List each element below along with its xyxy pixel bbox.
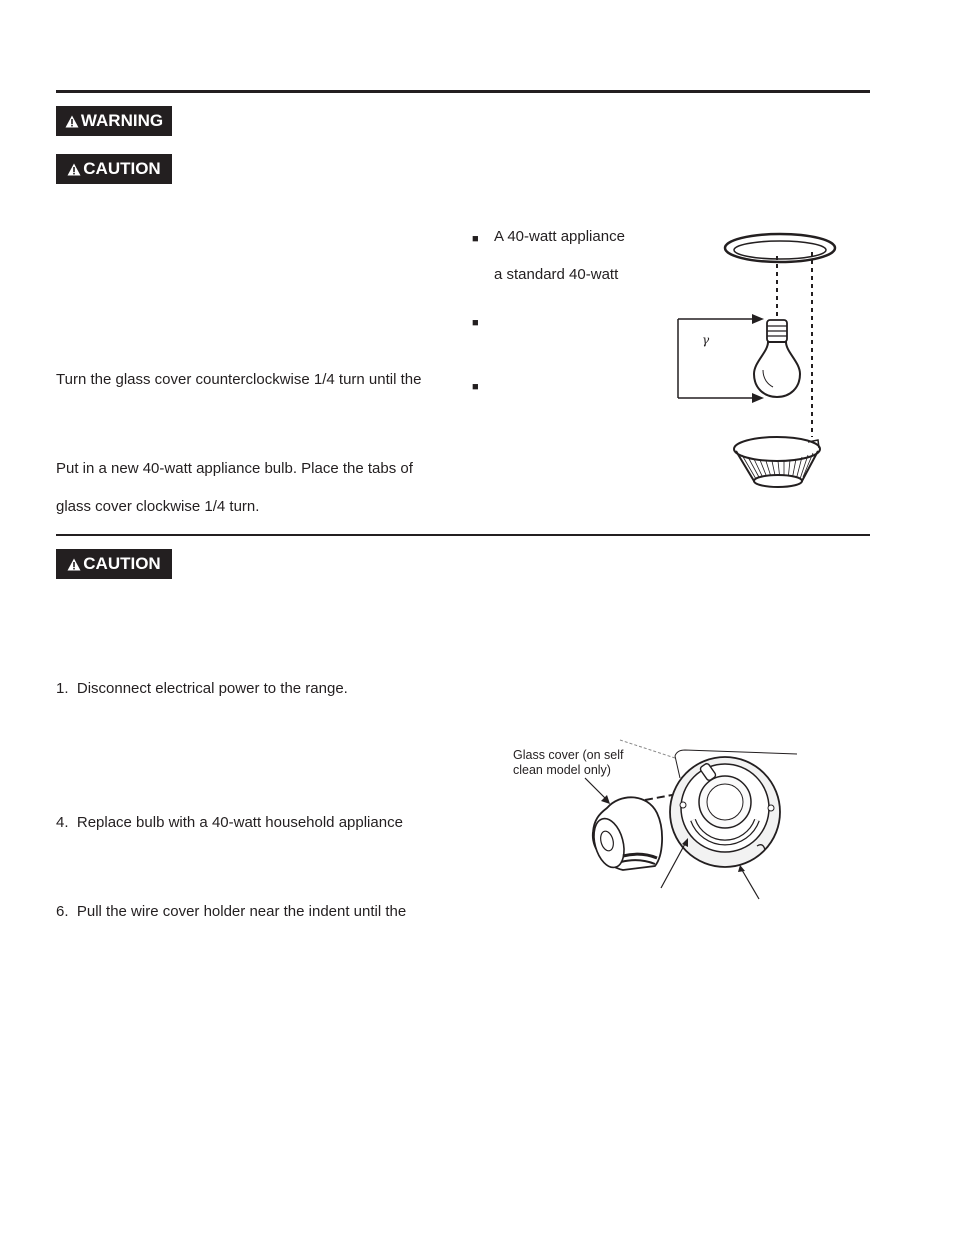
warning-label-text: WARNING bbox=[80, 111, 164, 130]
caution-label-bottom bbox=[56, 549, 172, 579]
bullet-text-line1: A 40-watt appliance bbox=[494, 228, 625, 245]
step-text: Pull the wire cover holder near the indent until the bbox=[76, 903, 407, 920]
step-number: 6. bbox=[56, 903, 69, 920]
install-bulb-step-line1: Put in a new 40-watt appliance bulb. Place the tabs of bbox=[56, 460, 413, 477]
section-divider bbox=[56, 534, 870, 536]
remove-cover-step: Turn the glass cover counterclockwise 1/4 turn until the bbox=[56, 371, 422, 388]
diagram-mark: γ bbox=[702, 333, 710, 347]
bulb-replacement-diagram bbox=[670, 222, 850, 502]
bullet-marker: ■ bbox=[472, 381, 479, 393]
glass-cover-caption-line1: Glass cover (on self bbox=[513, 748, 624, 762]
bullet-text-line2: a standard 40-watt bbox=[494, 266, 619, 283]
glass-cover-caption-line2: clean model only) bbox=[513, 763, 611, 777]
step-text: Disconnect electrical power to the range. bbox=[76, 680, 348, 697]
step-4 bbox=[56, 814, 403, 832]
warning-icon bbox=[67, 558, 81, 571]
step-text: Replace bulb with a 40-watt household appliance bbox=[76, 814, 403, 831]
top-divider bbox=[56, 90, 870, 93]
step-1 bbox=[56, 680, 348, 698]
bullet-marker: ■ bbox=[472, 317, 479, 329]
bullet-marker: ■ bbox=[472, 233, 479, 245]
caution-label-top bbox=[56, 154, 172, 184]
caution-label-text: CAUTION bbox=[83, 554, 161, 573]
step-6 bbox=[56, 903, 406, 921]
warning-label bbox=[56, 106, 172, 136]
caution-label-text: CAUTION bbox=[83, 159, 161, 178]
step-number: 1. bbox=[56, 680, 69, 697]
warning-icon bbox=[65, 115, 79, 128]
step-number: 4. bbox=[56, 814, 69, 831]
light-socket-diagram bbox=[585, 738, 800, 903]
warning-icon bbox=[67, 163, 81, 176]
install-bulb-step-line2: glass cover clockwise 1/4 turn. bbox=[56, 498, 260, 515]
